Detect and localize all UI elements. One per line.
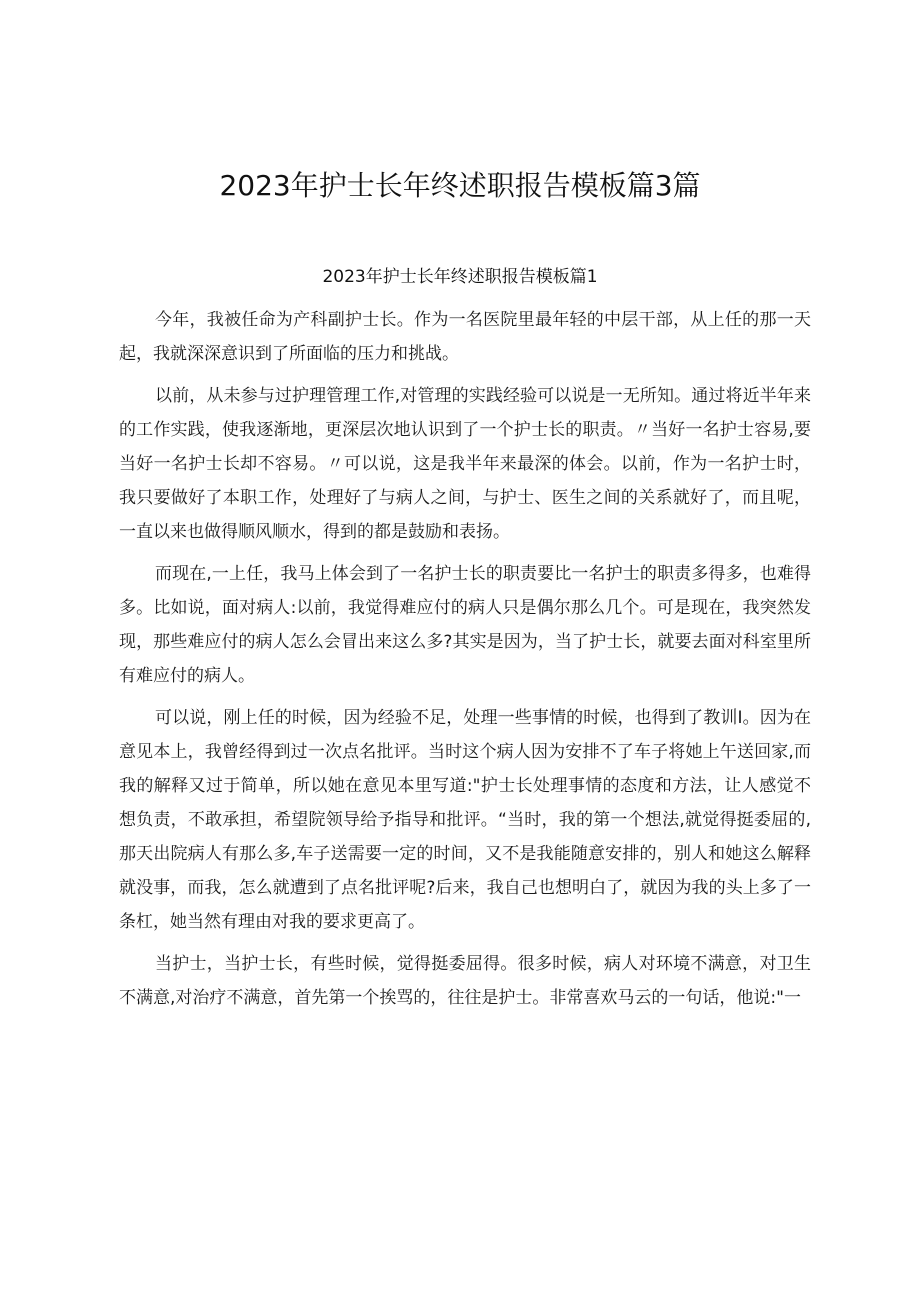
document-title: 2023年护士长年终述职报告模板篇3篇	[219, 169, 701, 202]
paragraph: 以前，从未参与过护理管理工作,对管理的实践经验可以说是一无所知。通过将近半年来的工作实践，使我逐渐地，更深层次地认识到了一个护士长的职责。〃当好一名护士容易,要当好一名护士长却不容易。〃可以说，这是我半年来最深的体会。以前，作为一名护士时，我只要做好了本职工作，处理好了与病人之间，与护士、医生之间的关系就好了，而且呢，一直以来也做得顺风顺水，得到的都是鼓励和表扬。	[119, 386, 811, 542]
document-body	[119, 303, 811, 1023]
paragraph: 当护士，当护士长，有些时候，觉得挺委屈得。很多时候，病人对环境不满意，对卫生不满意,对治疗不满意，首先第一个挨骂的，往往是护士。非常喜欢马云的一句话，他说:"一	[119, 954, 811, 1008]
section-heading: 2023年护士长年终述职报告模板篇1	[322, 267, 598, 287]
paragraph: 可以说，刚上任的时候，因为经验不足，处理一些事情的时候，也得到了教训I。因为在意见本上，我曾经得到过一次点名批评。当时这个病人因为安排不了车子将她上午送回家,而我的解释又过于简单，所以她在意见本里写道:"护士长处理事情的态度和方法，让人感觉不想负责，不敢承担，希望院领导给予指导和批评。“当时，我的第一个想法,就觉得挺委屈的,那天出院病人有那么多,车子送需要一定的时间，又不是我能随意安排的，别人和她这么解释就没事，而我，怎么就遭到了点名批评呢?后来，我自己也想明白了，就因为我的头上多了一条杠，她当然有理由对我的要求更高了。	[119, 708, 811, 932]
paragraph: 今年，我被任命为产科副护士长。作为一名医院里最年轻的中层干部，从上任的那一天起，我就深深意识到了所面临的压力和挑战。	[119, 310, 811, 364]
paragraph: 而现在,一上任，我马上体会到了一名护士长的职责要比一名护士的职责多得多，也难得多。比如说，面对病人:以前，我觉得难应付的病人只是偶尔那么几个。可是现在，我突然发现，那些难应付的病人怎么会冒出来这么多?其实是因为，当了护士长，就要去面对科室里所有难应付的病人。	[119, 564, 811, 686]
